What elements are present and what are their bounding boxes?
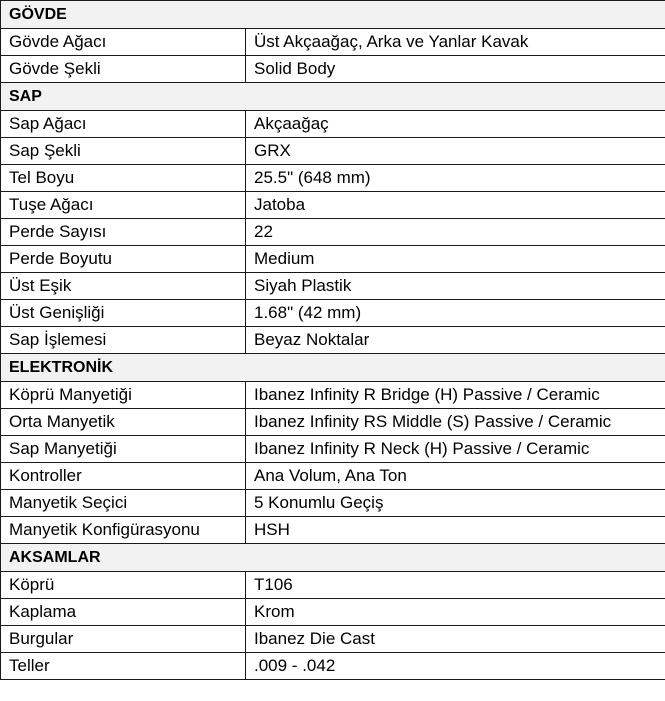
table-row [1,219,665,246]
spec-value: Ibanez Infinity RS Middle (S) Passive / Ceramic [246,409,665,436]
table-row [1,572,665,599]
table-row [1,653,665,680]
spec-label: Kontroller [1,463,246,490]
section-header [1,1,665,29]
spec-value: Ana Volum, Ana Ton [246,463,665,490]
spec-label: Sap İşlemesi [1,327,246,354]
spec-value: HSH [246,517,665,544]
table-row [1,382,665,409]
section-title: GÖVDE [1,1,665,29]
spec-label: Manyetik Konfigürasyonu [1,517,246,544]
section-title: AKSAMLAR [1,544,665,572]
section-header [1,544,665,572]
table-row [1,165,665,192]
section-title: SAP [1,83,665,111]
spec-value: 5 Konumlu Geçiş [246,490,665,517]
spec-label: Tel Boyu [1,165,246,192]
section-header [1,354,665,382]
spec-table-body [1,1,665,680]
table-row [1,111,665,138]
table-row [1,490,665,517]
spec-value: 22 [246,219,665,246]
spec-value: Akçaağaç [246,111,665,138]
table-row [1,327,665,354]
table-row [1,463,665,490]
spec-value: Solid Body [246,56,665,83]
spec-label: Sap Şekli [1,138,246,165]
spec-value: Üst Akçaağaç, Arka ve Yanlar Kavak [246,29,665,56]
table-row [1,517,665,544]
spec-label: Köprü Manyetiği [1,382,246,409]
spec-label: Kaplama [1,599,246,626]
spec-value: Ibanez Die Cast [246,626,665,653]
table-row [1,300,665,327]
spec-label: Manyetik Seçici [1,490,246,517]
table-row [1,626,665,653]
spec-label: Perde Sayısı [1,219,246,246]
spec-value: Ibanez Infinity R Neck (H) Passive / Ceramic [246,436,665,463]
spec-label: Tuşe Ağacı [1,192,246,219]
table-row [1,56,665,83]
table-row [1,192,665,219]
spec-label: Teller [1,653,246,680]
spec-label: Üst Genişliği [1,300,246,327]
spec-value: Ibanez Infinity R Bridge (H) Passive / Ceramic [246,382,665,409]
spec-label: Burgular [1,626,246,653]
spec-label: Üst Eşik [1,273,246,300]
spec-label: Orta Manyetik [1,409,246,436]
spec-value: Siyah Plastik [246,273,665,300]
spec-value: Medium [246,246,665,273]
spec-label: Gövde Ağacı [1,29,246,56]
table-row [1,436,665,463]
table-row [1,29,665,56]
spec-value: .009 - .042 [246,653,665,680]
table-row [1,273,665,300]
section-header [1,83,665,111]
section-title: ELEKTRONİK [1,354,665,382]
spec-value: GRX [246,138,665,165]
spec-label: Sap Ağacı [1,111,246,138]
spec-label: Köprü [1,572,246,599]
spec-value: Krom [246,599,665,626]
table-row [1,246,665,273]
spec-value: T106 [246,572,665,599]
spec-label: Perde Boyutu [1,246,246,273]
spec-value: 1.68" (42 mm) [246,300,665,327]
spec-value: Beyaz Noktalar [246,327,665,354]
spec-value: 25.5" (648 mm) [246,165,665,192]
spec-label: Sap Manyetiği [1,436,246,463]
spec-label: Gövde Şekli [1,56,246,83]
spec-value: Jatoba [246,192,665,219]
table-row [1,599,665,626]
table-row [1,409,665,436]
table-row [1,138,665,165]
